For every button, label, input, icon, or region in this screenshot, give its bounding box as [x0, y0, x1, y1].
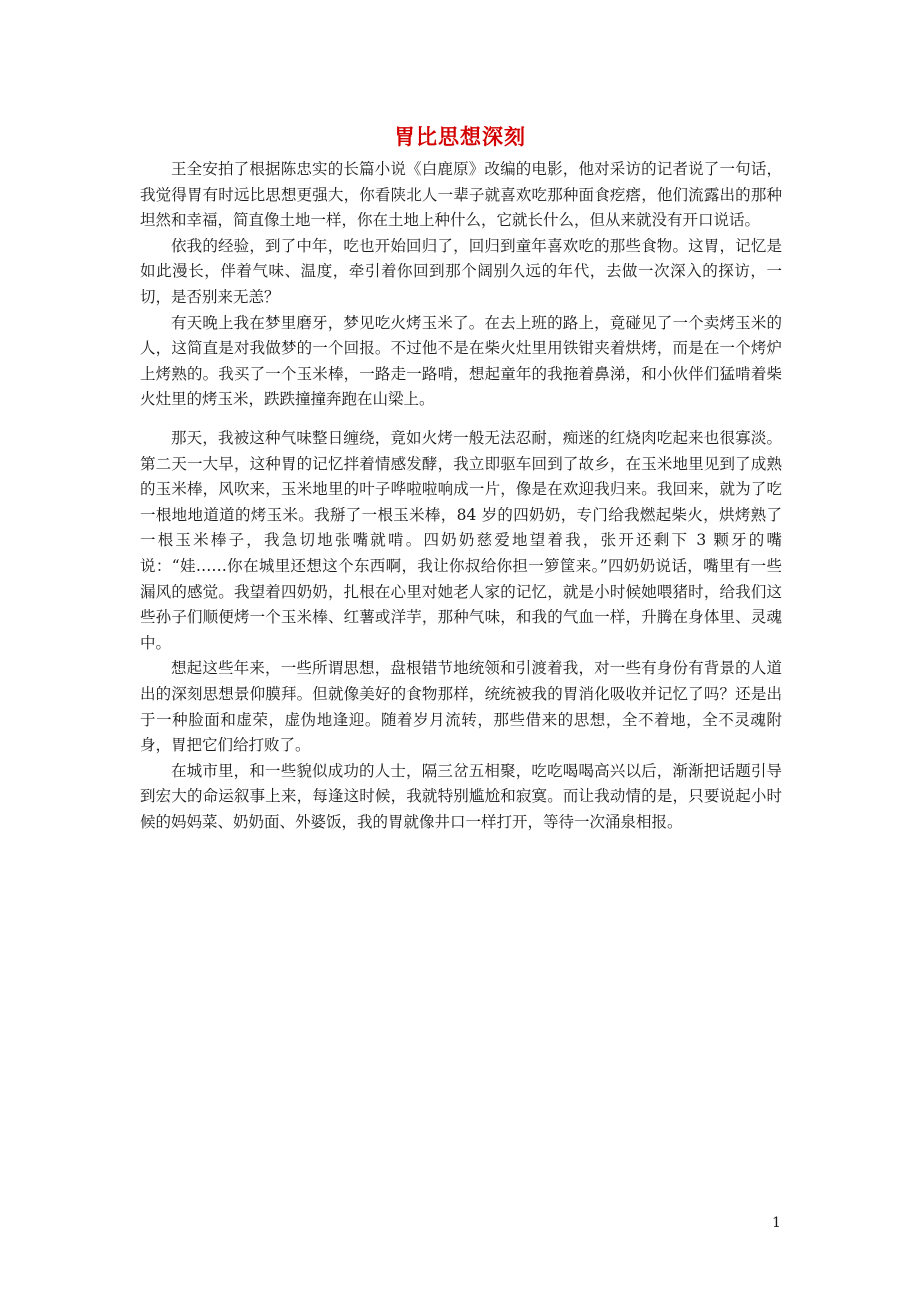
- body-text-section-2: [140, 426, 782, 836]
- paragraph: 那天，我被这种气味整日缠绕，竟如火烤一般无法忍耐，痴迷的红烧肉吃起来也很寡淡。第二天一大早，这种胃的记忆拌着情感发酵，我立即驱车回到了故乡，在玉米地里见到了成熟的玉米棒，风吹来，玉米地里的叶子哗啦啦响成一片，像是在欢迎我归来。我回来，就为了吃一根地地道道的烤玉米。我掰了一根玉米棒，84 岁的四奶奶，专门给我燃起柴火，烘烤熟了一根玉米棒子，我急切地张嘴就啃。四奶奶慈爱地望着我，张开还剩下 3 颗牙的嘴说：“娃……你在城里还想这个东西啊，我让你叔给你担一箩筐来。”四奶奶说话，嘴里有一些漏风的感觉。我望着四奶奶，扎根在心里对她老人家的记忆，就是小时候她喂猪时，给我们这些孙子们顺便烤一个玉米棒、红薯或洋芋，那种气味，和我的气血一样，升腾在身体里、灵魂中。: [140, 429, 782, 652]
- document-title: 胃比思想深刻: [394, 124, 526, 149]
- body-text-section-1: [140, 157, 782, 413]
- page-number: 1: [772, 1215, 781, 1231]
- paragraph: 王全安拍了根据陈忠实的长篇小说《白鹿原》改编的电影，他对采访的记者说了一句话，我觉得胃有时远比思想更强大，你看陕北人一辈子就喜欢吃那种面食疙瘩，他们流露出的那种坦然和幸福，简直像土地一样，你在土地上种什么，它就长什么，但从来就没有开口说话。: [140, 160, 782, 230]
- paragraph: 在城市里，和一些貌似成功的人士，隔三岔五相聚，吃吃喝喝高兴以后，渐渐把话题引导到宏大的命运叙事上来，每逢这时候，我就特别尴尬和寂寞。而让我动情的是，只要说起小时候的妈妈菜、奶奶面、外婆饭，我的胃就像井口一样打开，等待一次涌泉相报。: [140, 761, 782, 831]
- paragraph: 依我的经验，到了中年，吃也开始回归了，回归到童年喜欢吃的那些食物。这胃，记忆是如此漫长，伴着气味、温度，牵引着你回到那个阔别久远的年代，去做一次深入的探访，一切，是否别来无恙？: [140, 236, 782, 306]
- paragraph: 想起这些年来，一些所谓思想，盘根错节地统领和引渡着我，对一些有身份有背景的人道出的深刻思想景仰膜拜。但就像美好的食物那样，统统被我的胃消化吸收并记忆了吗？还是出于一种脸面和虚荣，虚伪地逢迎。随着岁月流转，那些借来的思想，全不着地，全不灵魂附身，胃把它们给打败了。: [140, 659, 782, 755]
- paragraph: 有天晚上我在梦里磨牙，梦见吃火烤玉米了。在去上班的路上，竟碰见了一个卖烤玉米的人，这简直是对我做梦的一个回报。不过他不是在柴火灶里用铁钳夹着烘烤，而是在一个烤炉上烤熟的。我买了一个玉米棒，一路走一路啃，想起童年的我拖着鼻涕，和小伙伴们猛啃着柴火灶里的烤玉米，跌跌撞撞奔跑在山梁上。: [140, 313, 782, 409]
